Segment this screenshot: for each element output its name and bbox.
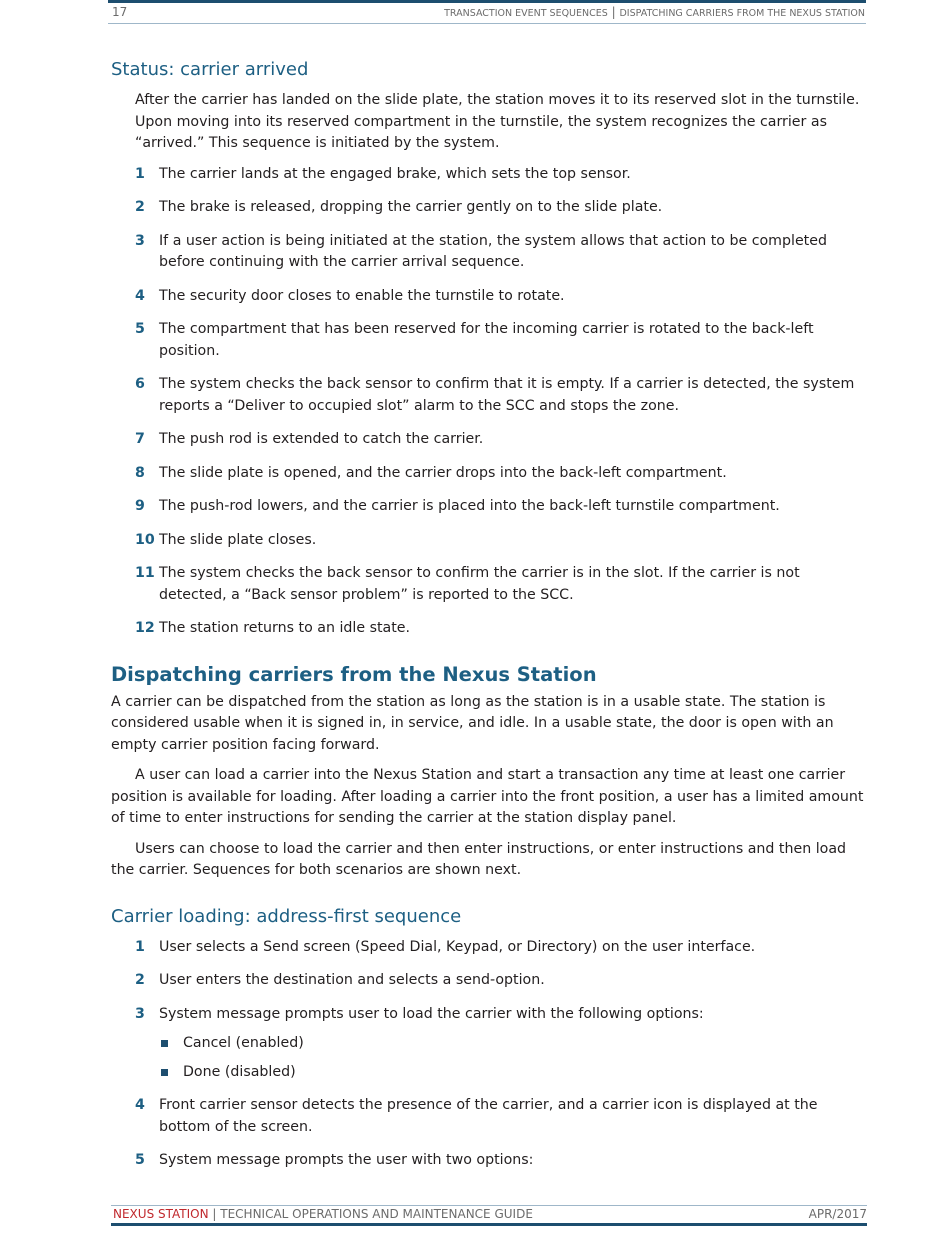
address-first-steps [111,937,867,1172]
step-text: If a user action is being initiated at the station, the system allows that action to be completed before continuing with the carrier arrival sequence. [159,232,827,270]
list-item [111,164,867,186]
list-item [111,563,867,606]
step-number: 2 [135,199,145,215]
step-text: The station returns to an idle state. [159,620,411,636]
step-text: User enters the destination and selects a send-option. [159,972,545,988]
list-item [111,429,867,451]
list-item [111,937,867,959]
intro-paragraph: After the carrier has landed on the slide plate, the station moves it to its reserved slot in the turnstile. Upon moving into its reserved compartment in the turnstile, the system recognizes the carrier as “arrived.” This sequence is initiated by the system. [135,92,860,151]
dispatch-paragraph-1: A carrier can be dispatched from the station as long as the station is in a usable state. The station is considered usable when it is signed in, in service, and idle. In a usable state, the door is open with an empty carrier position facing forward. [111,693,834,753]
section-title-address-first: Carrier loading: address-first sequence [111,905,462,927]
list-item [111,496,867,518]
option-text: Done (disabled) [183,1063,296,1080]
step-text: User selects a Send screen (Speed Dial, Keypad, or Directory) on the user interface. [159,938,756,955]
step-text: The carrier lands at the engaged brake, which sets the top sensor. [159,165,631,182]
spacer [111,652,867,662]
step-number: 11 [135,565,155,581]
running-head-chapter: TRANSACTION EVENT SEQUENCES [444,8,608,19]
header-thin-rule [108,23,866,24]
list-item [111,374,867,417]
step-text: The system checks the back sensor to confirm that it is empty. If a carrier is detected, the system reports a “Deliver to occupied slot” alarm to the SCC and stops the zone. [159,376,855,414]
step-text: The compartment that has been reserved for the incoming carrier is rotated to the back-left position. [159,321,814,359]
section-title-carrier-arrived: Status: carrier arrived [111,59,309,80]
section-title-dispatching: Dispatching carriers from the Nexus Station [111,662,597,686]
list-item [111,1095,867,1138]
list-item [111,231,867,274]
step-number: 1 [135,165,145,182]
step-text: Front carrier sensor detects the presence of the carrier, and a carrier icon is displayed at the bottom of the screen. [159,1097,818,1135]
footer-guide-name: TECHNICAL OPERATIONS AND MAINTENANCE GUIDE [220,1207,533,1221]
list-item [159,1033,867,1055]
dispatch-paragraph-3: Users can choose to load the carrier and then enter instructions, or enter instructions and then load the carrier. Sequences for both scenarios are shown next. [111,840,847,878]
page-number: 17 [112,5,128,19]
step-number: 3 [135,1005,145,1022]
step-number: 7 [135,431,145,447]
step-text: The brake is released, dropping the carrier gently on to the slide plate. [159,199,663,215]
step-number: 5 [135,1152,145,1168]
step-number: 1 [135,938,145,955]
step-number: 12 [135,620,155,636]
list-item [111,530,867,552]
running-head [444,5,865,19]
footer-date: APR/2017 [808,1207,867,1221]
step-text: System message prompts user to load the carrier with the following options: [159,1005,704,1022]
carrier-arrived-steps [111,164,867,640]
step-text: The slide plate is opened, and the carrier drops into the back-left compartment. [159,464,727,481]
spacer [111,891,867,905]
step-text: System message prompts the user with two options: [159,1152,534,1168]
step-number: 9 [135,498,145,514]
running-head-separator: | [607,5,620,19]
list-item [111,197,867,219]
list-item [111,1150,867,1172]
step-number: 3 [135,232,145,249]
step-number: 4 [135,287,145,304]
list-item [111,463,867,485]
footer-separator: | [208,1207,221,1221]
step-number: 2 [135,972,145,988]
bullet-square-icon [161,1069,168,1076]
page-content [111,58,867,1184]
list-item [159,1062,867,1084]
option-text: Cancel (enabled) [183,1035,304,1051]
list-item [111,970,867,992]
step-text: The security door closes to enable the turnstile to rotate. [159,287,565,304]
step-number: 4 [135,1097,145,1113]
footer-rule [111,1223,867,1226]
step-text: The slide plate closes. [159,531,317,548]
step-number: 8 [135,464,145,481]
load-options-list [159,1033,867,1083]
header-rule [108,0,866,3]
list-item [111,319,867,362]
running-head-section: DISPATCHING CARRIERS FROM THE NEXUS STATION [619,8,865,19]
step-text: The push-rod lowers, and the carrier is placed into the back-left turnstile compartment. [159,498,780,514]
footer-thin-rule [111,1205,867,1206]
step-number: 10 [135,531,155,548]
list-item [111,286,867,308]
step-number: 5 [135,321,145,337]
list-item [111,618,867,640]
bullet-square-icon [161,1040,168,1047]
step-text: The system checks the back sensor to confirm the carrier is in the slot. If the carrier is not detected, a “Back sensor problem” is reported to the SCC. [159,565,800,603]
footer-brand: NEXUS STATION [113,1207,209,1221]
list-item [111,1004,867,1084]
step-number: 6 [135,376,145,392]
step-text: The push rod is extended to catch the carrier. [159,431,484,447]
footer-title [113,1207,533,1221]
dispatch-paragraph-2: A user can load a carrier into the Nexus Station and start a transaction any time at least one carrier position is available for loading. After loading a carrier into the front position, a user has a limited amount of time to enter instructions for sending the carrier at the station display panel. [111,767,864,826]
